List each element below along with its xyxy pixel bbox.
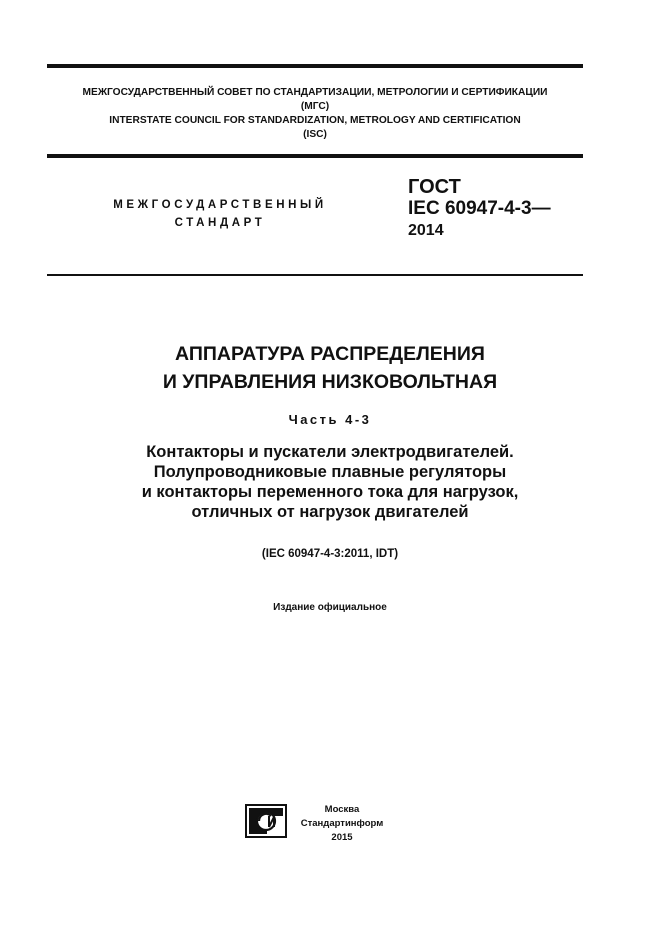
gost-designation <box>408 176 551 242</box>
publisher-name: Стандартинформ <box>300 818 384 829</box>
council-ru-abbr: (МГС) <box>300 101 330 112</box>
document-subtitle <box>47 442 613 522</box>
iec-reference: (IEC 60947-4-3:2011, IDT) <box>261 548 399 560</box>
document-title <box>47 340 613 396</box>
top-rule <box>47 64 583 68</box>
standard-type-line1: МЕЖГОСУДАРСТВЕННЫЙ <box>113 199 327 211</box>
subtitle-line3: и контакторы переменного тока для нагрузок, <box>141 483 519 501</box>
title-line1: АППАРАТУРА РАСПРЕДЕЛЕНИЯ <box>175 343 485 365</box>
standard-type <box>90 196 350 232</box>
council-en-abbr: (ISC) <box>303 129 327 140</box>
council-ru-name: МЕЖГОСУДАРСТВЕННЫЙ СОВЕТ ПО СТАНДАРТИЗАЦИИ, МЕТРОЛОГИИ И СЕРТИФИКАЦИИ <box>82 87 548 98</box>
gost-year: 2014 <box>408 222 444 239</box>
subtitle-line1: Контакторы и пускатели электродвигателей. <box>146 443 514 461</box>
gost-number: IEC 60947-4-3— <box>408 198 551 219</box>
gost-label: ГОСТ <box>408 176 461 198</box>
subtitle-line4: отличных от нагрузок двигателей <box>191 503 469 521</box>
subtitle-line2: Полупроводниковые плавные регуляторы <box>153 463 507 481</box>
title-line2: И УПРАВЛЕНИЯ НИЗКОВОЛЬТНАЯ <box>162 371 498 393</box>
edition-note: Издание официальное <box>273 602 387 613</box>
council-header <box>47 86 583 142</box>
council-en-name: INTERSTATE COUNCIL FOR STANDARDIZATION, METROLOGY AND CERTIFICATION <box>109 115 521 126</box>
publisher-year: 2015 <box>331 832 353 843</box>
part-label: Часть 4-3 <box>288 412 372 427</box>
standard-type-line2: СТАНДАРТ <box>174 217 266 229</box>
publisher-block <box>292 803 392 845</box>
middle-rule <box>47 154 583 158</box>
bottom-rule <box>47 274 583 276</box>
standartinform-logo-icon <box>245 804 287 838</box>
publisher-city: Москва <box>324 804 360 815</box>
